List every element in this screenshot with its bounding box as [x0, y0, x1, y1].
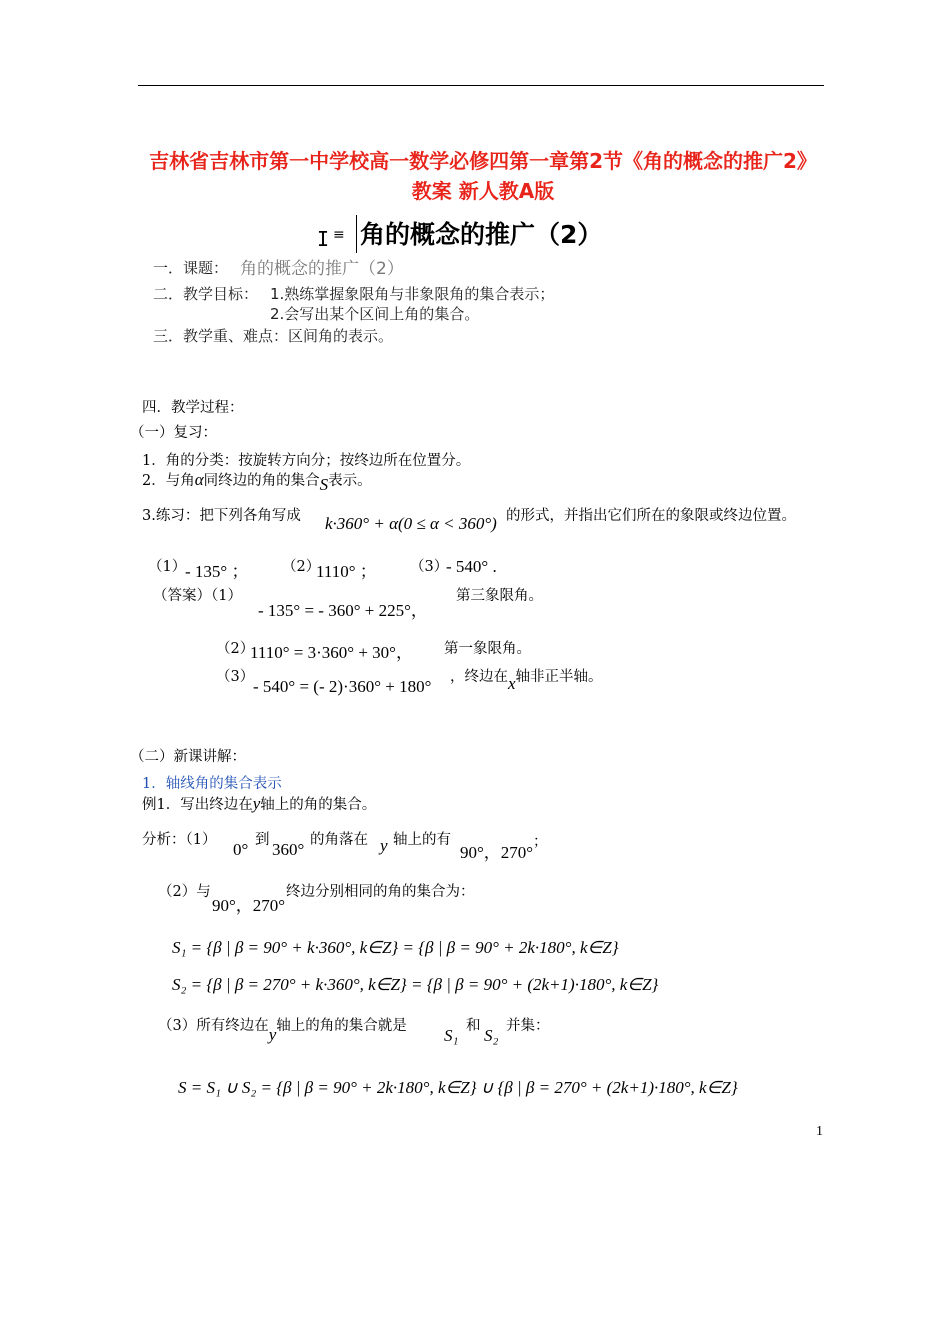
- analysis-2-label: （2）与: [158, 884, 211, 900]
- analysis-1-text2: 轴上的有: [393, 832, 451, 848]
- analysis-3-and: 和: [466, 1018, 481, 1034]
- exercise-2-label: （2）: [282, 559, 321, 575]
- embedded-line1-label: 一．课题：: [153, 259, 229, 277]
- document-title: 吉林省吉林市第一中学校高一数学必修四第一章第2节《角的概念的推广2》教案 新人教A版: [149, 149, 817, 203]
- part1-heading: （一）复习：: [130, 425, 217, 441]
- answer-1-note: 第三象限角。: [456, 588, 543, 604]
- exercise-1: - 135° ；: [185, 562, 249, 581]
- embedded-line2b: 2.会写出某个区间上角的集合。: [270, 305, 480, 323]
- exercise-3: - 540° .: [446, 557, 497, 576]
- embedded-line2-label: 二．教学目标：: [153, 285, 259, 303]
- text-cursor-icon: I: [317, 227, 330, 251]
- review-item-1: 1．角的分类：按旋转方向分；按终边所在位置分。: [142, 453, 471, 469]
- analysis-1-zero: 0°: [233, 840, 249, 859]
- header-rule: [138, 85, 824, 86]
- analysis-3: （3）所有终边在y轴上的角的集合就是: [158, 1018, 407, 1044]
- analysis-3-s1: S₁: [444, 1026, 459, 1045]
- analysis-2-values: 90°，270°: [212, 896, 286, 915]
- analysis-3-text: 并集：: [506, 1018, 550, 1034]
- exercise-formula: k·360° + α(0 ≤ α < 360°): [325, 514, 497, 533]
- embedded-line1-value: 角的概念的推广（2）: [240, 259, 404, 279]
- answer-3-label: （3）: [216, 669, 255, 685]
- exercise-instruction: 的形式，并指出它们所在的象限或终边位置。: [506, 508, 796, 524]
- answer-3-note: ，终边在x轴非正半轴。: [450, 669, 603, 693]
- embedded-line2-value: 1.熟练掌握象限角与非象限角的集合表示；: [270, 285, 555, 303]
- embedded-heading: 角的概念的推广（2）: [360, 220, 603, 249]
- analysis-2-text: 终边分别相同的角的集合为：: [286, 884, 475, 900]
- review-item-2: 2．与角α同终边的角的集合S表示。: [142, 470, 372, 494]
- example-1: 例1．写出终边在y轴上的角的集合。: [142, 794, 377, 813]
- answer-2-label: （2）: [216, 641, 255, 657]
- embedded-line3: 三．教学重、难点：区间角的表示。: [153, 327, 394, 345]
- answer-2-note: 第一象限角。: [444, 641, 531, 657]
- exercise-1-label: （1）: [148, 559, 187, 575]
- analysis-1-360: 360°: [272, 840, 305, 859]
- exercise-3-label: （3）: [410, 559, 449, 575]
- union-formula: S = S₁ ∪ S₂ = {β | β = 90° + 2k·180°, k∈Z} ∪ {β | β = 270° + (2k+1)·180°, k∈Z}: [178, 1078, 738, 1097]
- s-symbol: S: [319, 475, 329, 494]
- align-icon: ≡: [333, 227, 345, 243]
- exercise-2: 1110° ；: [316, 562, 377, 581]
- answer-2: 1110° = 3·360° + 30°，: [250, 643, 413, 662]
- set-s1-formula: S₁ = {β | β = 90° + k·360°, k∈Z} = {β | β = 90° + 2k·180°, k∈Z}: [172, 938, 619, 957]
- analysis-1-end: ；: [533, 834, 548, 850]
- page-number: 1: [816, 1124, 823, 1139]
- answer-label: （答案）（1）: [153, 588, 242, 604]
- embedded-lesson-image: [145, 205, 615, 345]
- analysis-1-to: 到: [255, 832, 270, 848]
- analysis-3-s2: S₂: [484, 1026, 499, 1045]
- analysis-1-label: 分析：（1）: [142, 832, 217, 848]
- answer-1: - 135° = - 360° + 225°，: [258, 601, 428, 620]
- alpha-symbol: α: [194, 470, 204, 489]
- part2-heading: （二）新课讲解：: [130, 749, 246, 765]
- answer-3: - 540° = (- 2)·360° + 180°: [253, 677, 432, 696]
- section4-heading: 四．教学过程：: [142, 400, 244, 416]
- axis-angle-subheading: 1．轴线角的集合表示: [142, 776, 282, 792]
- analysis-1-y: y: [380, 836, 388, 855]
- caret-line: [356, 215, 357, 253]
- analysis-1-values: 90°，270°: [460, 843, 534, 862]
- set-s2-formula: S₂ = {β | β = 270° + k·360°, k∈Z} = {β | β = 90° + (2k+1)·180°, k∈Z}: [172, 975, 659, 994]
- analysis-1-text: 的角落在: [310, 832, 368, 848]
- exercise-intro: 3.练习：把下列各角写成: [142, 508, 301, 524]
